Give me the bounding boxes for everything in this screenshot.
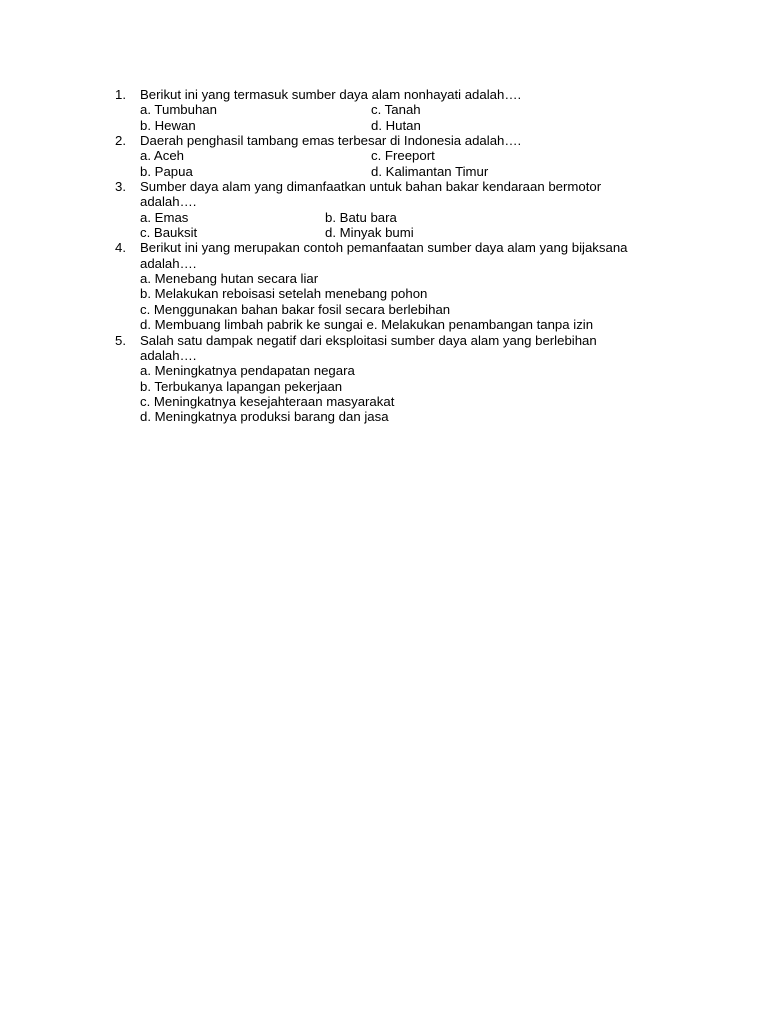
option-b: b. Terbukanya lapangan pekerjaan (140, 378, 343, 394)
option-d: d. Meningkatnya produksi barang dan jasa (140, 409, 389, 425)
option-b: b. Papua (140, 163, 193, 179)
option-a: a. Aceh (140, 148, 184, 164)
question-text-line-2: adalah…. (140, 255, 197, 271)
question-list (0, 87, 768, 425)
option-c: c. Tanah (371, 102, 421, 118)
option-b: b. Batu bara (325, 209, 397, 225)
question-text: Berikut ini yang termasuk sumber daya alam nonhayati adalah…. (140, 87, 522, 102)
option-d-e: d. Membuang limbah pabrik ke sungai e. Melakukan penambangan tanpa izin (140, 317, 594, 333)
question-number: 4. (115, 240, 126, 256)
question-text-line-2: adalah…. (140, 194, 197, 210)
question-number: 2. (115, 133, 126, 149)
question-text-line-2: adalah…. (140, 347, 197, 363)
option-c: c. Bauksit (140, 225, 198, 241)
question-number: 3. (115, 179, 126, 195)
options-grid (140, 210, 680, 241)
option-b: b. Melakukan reboisasi setelah menebang pohon (140, 286, 428, 302)
option-c: c. Meningkatnya kesejahteraan masyarakat (140, 393, 395, 409)
question-text-line-1: Sumber daya alam yang dimanfaatkan untuk bahan bakar kendaraan bermotor (140, 179, 602, 195)
question-4 (0, 240, 768, 332)
option-d: d. Minyak bumi (325, 225, 414, 241)
option-d: d. Hutan (371, 117, 421, 133)
question-text-line-1: Salah satu dampak negatif dari eksploitasi sumber daya alam yang berlebihan (140, 332, 597, 348)
question-3 (0, 179, 768, 240)
question-1 (0, 87, 768, 133)
option-d: d. Kalimantan Timur (371, 163, 489, 179)
option-a: a. Menebang hutan secara liar (140, 271, 319, 287)
option-a: a. Emas (140, 209, 189, 225)
option-a: a. Meningkatnya pendapatan negara (140, 363, 355, 379)
question-text: Daerah penghasil tambang emas terbesar di Indonesia adalah…. (140, 133, 522, 149)
question-text-line-1: Berikut ini yang merupakan contoh pemanfaatan sumber daya alam yang bijaksana (140, 240, 628, 256)
options-grid (140, 148, 680, 179)
option-b: b. Hewan (140, 117, 196, 133)
options-list (140, 363, 680, 424)
option-a: a. Tumbuhan (140, 102, 217, 118)
option-c: c. Menggunakan bahan bakar fosil secara berlebihan (140, 301, 451, 317)
options-list (140, 271, 680, 332)
options-grid (140, 102, 680, 133)
question-2 (0, 133, 768, 179)
option-c: c. Freeport (371, 148, 435, 164)
question-5 (0, 333, 768, 425)
question-number: 1. (115, 87, 126, 102)
question-number: 5. (115, 332, 126, 348)
